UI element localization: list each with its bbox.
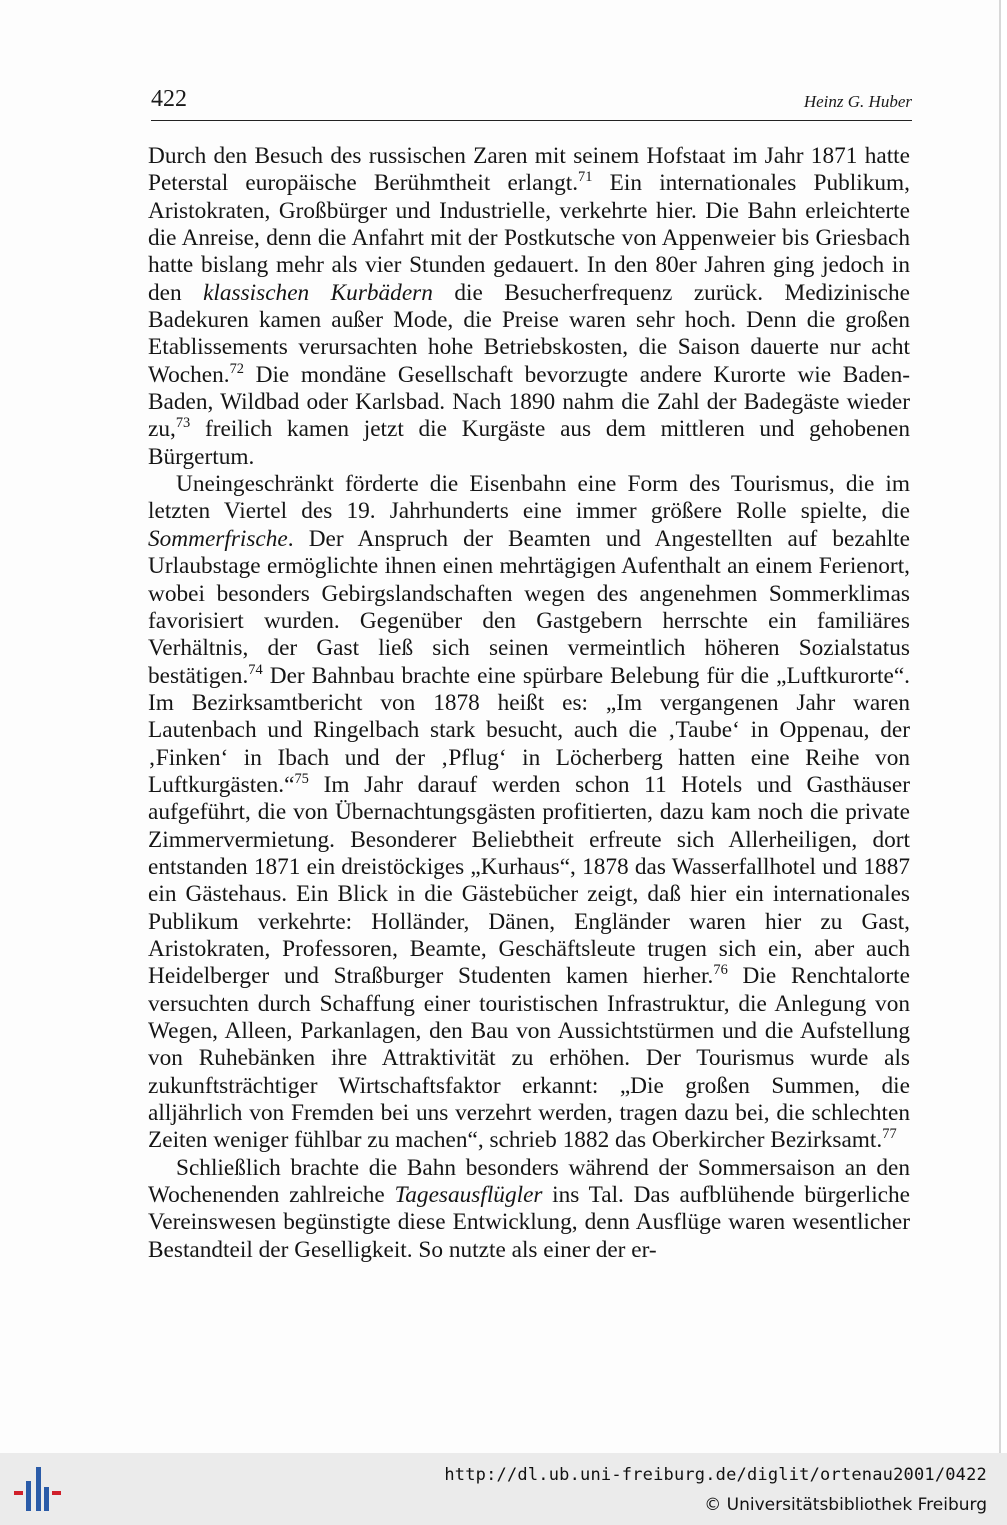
paragraph xyxy=(148,1155,910,1264)
text-run: Im Jahr darauf werden schon 11 Hotels und Gasthäuser aufgeführt, die von Übernachtungsgästen profitierten, dazu kam noch die private Zimmervermietung. Besonderer Beliebtheit erfreute sich Allerheiligen, dort entstanden 1871 ein dreistöckiges „Kurhaus“, 1878 das Wasserfallhotel und 1887 ein Gästehaus. Ein Blick in die Gästebücher zeigt, daß hier ein internationales Publikum verkehrte: Holländer, Dänen, Engländer waren hier zu Gast, Aristokraten, Professoren, Beamte, Geschäftsleute trugen sich ein, aber auch Heidelberger und Straßburger Studenten kamen hierher. xyxy=(148,771,910,990)
running-author: Heinz G. Huber xyxy=(803,92,912,111)
copyright-notice: © Universitätsbibliothek Freiburg xyxy=(704,1495,987,1515)
text-run: . Der Anspruch der Beamten und Angestellten auf bezahlte Urlaubstage ermöglichte ihnen einen mehrtägigen Aufenthalt an einem Ferienort, wobei besonders Gebirgslandschaften wegen des angenehmen Sommerklimas favorisiert wurden. Gegenüber den Gastgebern herrschte ein familiäres Verhältnis, der Gast ließ sich seinen vermeintlich höheren Sozialstatus bestätigen. xyxy=(148,525,910,689)
footnote-marker: 76 xyxy=(713,962,728,979)
text-run: Die mondäne Gesellschaft bevorzugte andere Kurorte wie Baden-Baden, Wildbad oder Karlsbad. Nach 1890 nahm die Zahl der Badegäste wieder zu, xyxy=(148,361,910,443)
text-run: freilich kamen jetzt die Kurgäste aus dem mittleren und gehobenen Bürgertum. xyxy=(148,416,910,470)
source-url-link[interactable]: http://dl.ub.uni-freiburg.de/diglit/ortenau2001/0422 xyxy=(444,1465,987,1485)
paragraph xyxy=(148,471,910,1155)
body-text xyxy=(148,143,910,1264)
footnote-marker: 75 xyxy=(294,770,309,787)
emphasized-term: Tagesausflügler xyxy=(394,1182,543,1209)
page-number: 422 xyxy=(151,86,187,112)
footnote-marker: 77 xyxy=(882,1126,897,1143)
text-run: Ein internationales Publikum, Aristokraten, Großbürger und Industrielle, verkehrte hier. Die Bahn erleichterte die Anreise, denn die Anfahrt mit der Postkutsche von Appenweier bis Griesbach hatte bislang mehr als vier Stunden gedauert. In den 80er Jahren ging jedoch in den xyxy=(148,170,910,306)
text-run: ins Tal. Das aufblühende bürgerliche Vereinswesen begünstigte diese Entwicklung, denn Ausflüge waren wesentlicher Bestandteil der Geselligkeit. So nutzte als einer der er- xyxy=(148,1182,910,1263)
text-run: Die Renchtalorte versuchten durch Schaffung einer touristischen Infrastruktur, die Anlegung von Wegen, Alleen, Parkanlagen, den Bau von Aussichtstürmen und die Aufstellung von Ruhebänken ihre Attraktivität zu erhöhen. Der Tourismus wurde als zukunftsträchtiger Wirtschaftsfaktor erkannt: „Die großen Summen, die alljährlich von Fremden bei uns verzehrt werden, tragen dazu bei, die schlechten Zeiten weniger fühlbar zu machen“, schrieb 1882 das Oberkircher Bezirksamt. xyxy=(148,963,910,1154)
viewer-footer xyxy=(0,1453,1007,1525)
footnote-marker: 71 xyxy=(578,169,593,186)
running-header xyxy=(151,84,912,121)
emphasized-term: klassischen Kurbädern xyxy=(203,279,433,306)
text-run: Uneingeschränkt förderte die Eisenbahn eine Form des Tourismus, die im letzten Viertel des 19. Jahrhunderts eine immer größere Rolle spielte, die xyxy=(148,471,910,525)
text-run: Durch den Besuch des russischen Zaren mit seinem Hofstaat im Jahr 1871 hatte Peterstal europäische Berühmtheit erlangt. xyxy=(148,143,910,197)
emphasized-term: Sommerfrische xyxy=(148,525,288,552)
text-run: Schließlich brachte die Bahn besonders während der Sommersaison an den Wochenenden zahlreiche xyxy=(148,1154,910,1209)
text-run: Der Bahnbau brachte eine spürbare Belebung für die „Luftkurorte“. Im Bezirksamtbericht von 1878 heißt es: „Im vergangenen Jahr waren Lautenbach und Ringelbach stark besucht, auch die ‚Taube‘ in Oppenau, der ‚Finken‘ in Ibach und der ‚Pflug‘ in Löcherberg hatten eine Reihe von Luftkurgästen.“ xyxy=(148,662,910,798)
footnote-marker: 73 xyxy=(175,415,191,432)
footnote-marker: 74 xyxy=(248,661,263,678)
library-logo-icon xyxy=(12,1463,64,1515)
text-run: die Besucherfrequenz zurück. Medizinische Badekuren kamen außer Mode, die Preise waren sehr hoch. Denn die großen Etablissements verursachten hohe Betriebskosten, die Saison dauerte nur acht Wochen. xyxy=(148,279,910,388)
footnote-marker: 72 xyxy=(229,360,245,377)
paragraph xyxy=(148,143,910,471)
